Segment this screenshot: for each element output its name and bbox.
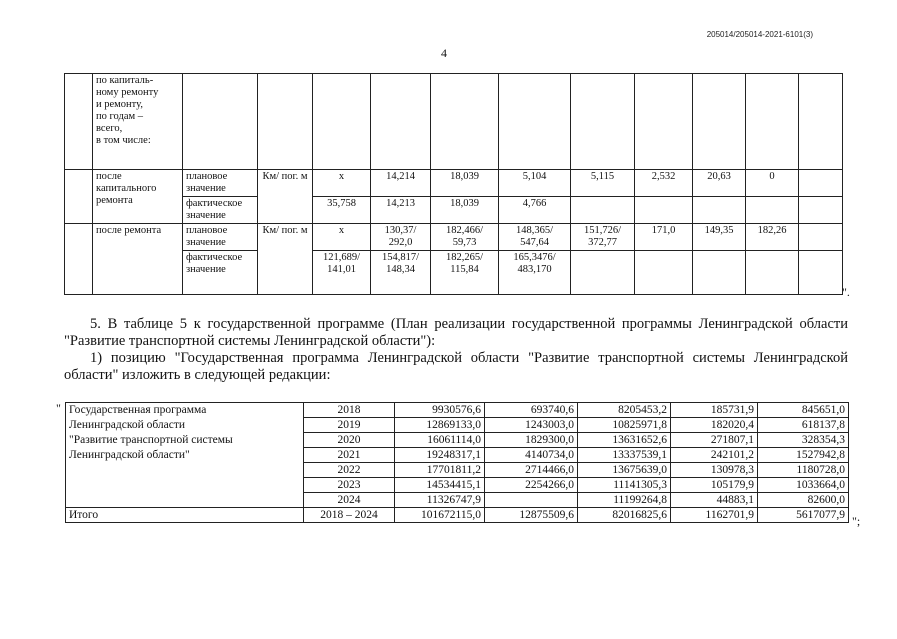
planned-label: плановое значение xyxy=(183,224,258,251)
value-cell: 5,115 xyxy=(571,170,635,197)
federal-cell: 1243003,0 xyxy=(485,418,578,433)
unit-cell: Км/ пог. м xyxy=(258,224,313,295)
regional-cell: 8205453,2 xyxy=(578,403,671,418)
value-cell: 18,039 xyxy=(431,170,499,197)
value-cell: 182,466/ 59,73 xyxy=(431,224,499,251)
value-cell: 130,37/ 292,0 xyxy=(371,224,431,251)
category-repair: после ремонта xyxy=(93,224,183,295)
actual-label: фактическое значение xyxy=(183,251,258,295)
value-cell: 151,726/ 372,77 xyxy=(571,224,635,251)
other-cell: 1180728,0 xyxy=(758,463,849,478)
federal-cell: 2254266,0 xyxy=(485,478,578,493)
federal-cell: 1829300,0 xyxy=(485,433,578,448)
value-cell: 20,63 xyxy=(693,170,746,197)
total-row xyxy=(66,508,849,523)
federal-cell xyxy=(485,493,578,508)
document-id: 205014/205014-2021-6101(3) xyxy=(706,30,813,39)
value-cell: 149,35 xyxy=(693,224,746,251)
actual-label: фактическое значение xyxy=(183,197,258,224)
regional-cell: 13675639,0 xyxy=(578,463,671,478)
total-cell: 19248317,1 xyxy=(395,448,485,463)
federal-cell: 4140734,0 xyxy=(485,448,578,463)
other-cell: 845651,0 xyxy=(758,403,849,418)
total-cell: 14534415,1 xyxy=(395,478,485,493)
value-cell: 2,532 xyxy=(635,170,693,197)
regional-cell: 10825971,8 xyxy=(578,418,671,433)
repair-indicators-table xyxy=(64,73,843,295)
regional-cell: 11141305,3 xyxy=(578,478,671,493)
other-cell: 618137,8 xyxy=(758,418,849,433)
total-cell: 12869133,0 xyxy=(395,418,485,433)
intro-label: по капиталь- ному ремонту и ремонту, по годам – всего, в том числе: xyxy=(93,74,183,170)
regional-cell: 11199264,8 xyxy=(578,493,671,508)
value-cell: 5,104 xyxy=(499,170,571,197)
year-cell: 2023 xyxy=(304,478,395,493)
value-cell: 121,689/ 141,01 xyxy=(313,251,371,295)
value-cell: 165,3476/ 483,170 xyxy=(499,251,571,295)
program-name-line: "Развитие транспортной системы xyxy=(66,433,304,448)
local-cell: 44883,1 xyxy=(671,493,758,508)
value-cell: 182,26 xyxy=(746,224,799,251)
value-cell: 148,365/ 547,64 xyxy=(499,224,571,251)
value-cell: х xyxy=(313,170,371,197)
empty-cell xyxy=(65,74,93,170)
local-cell: 182020,4 xyxy=(671,418,758,433)
federal-cell: 12875509,6 xyxy=(485,508,578,523)
value-cell: 182,265/ 115,84 xyxy=(431,251,499,295)
value-cell: 0 xyxy=(746,170,799,197)
total-cell: 9930576,6 xyxy=(395,403,485,418)
unit-cell: Км/ пог. м xyxy=(258,170,313,224)
paragraph-item-1: 1) позицию "Государственная программа Ленинградской области "Развитие транспортной системы Ленинградской области" изложить в следующей редакции: xyxy=(64,350,848,383)
program-name-line: Ленинградской области xyxy=(66,418,304,433)
program-name-line: Государственная программа xyxy=(66,403,304,418)
local-cell: 185731,9 xyxy=(671,403,758,418)
value-cell: 18,039 xyxy=(431,197,499,224)
value-cell: х xyxy=(313,224,371,251)
year-cell: 2024 xyxy=(304,493,395,508)
regional-cell: 13631652,6 xyxy=(578,433,671,448)
closing-quote-mark: ". xyxy=(842,285,850,299)
year-cell: 2020 xyxy=(304,433,395,448)
value-cell: 4,766 xyxy=(499,197,571,224)
total-label: Итого xyxy=(66,508,304,523)
federal-cell: 693740,6 xyxy=(485,403,578,418)
value-cell: 171,0 xyxy=(635,224,693,251)
page-number: 4 xyxy=(441,46,447,60)
value-cell: 154,817/ 148,34 xyxy=(371,251,431,295)
total-cell: 101672115,0 xyxy=(395,508,485,523)
year-cell: 2021 xyxy=(304,448,395,463)
planned-label: плановое значение xyxy=(183,170,258,197)
category-capital-repair: после капитального ремонта xyxy=(93,170,183,224)
year-cell: 2019 xyxy=(304,418,395,433)
program-funding-table xyxy=(65,402,849,523)
regional-cell: 82016825,6 xyxy=(578,508,671,523)
total-cell: 17701811,2 xyxy=(395,463,485,478)
paragraph-5: 5. В таблице 5 к государственной программе (План реализации государственной программы Ленинградской области "Развитие транспортной системы Ленинградской области"): xyxy=(64,316,848,349)
total-cell: 11326747,9 xyxy=(395,493,485,508)
year-range-cell: 2018 – 2024 xyxy=(304,508,395,523)
other-cell: 328354,3 xyxy=(758,433,849,448)
local-cell: 1162701,9 xyxy=(671,508,758,523)
total-cell: 16061114,0 xyxy=(395,433,485,448)
local-cell: 105179,9 xyxy=(671,478,758,493)
other-cell: 1033664,0 xyxy=(758,478,849,493)
federal-cell: 2714466,0 xyxy=(485,463,578,478)
program-name-line: Ленинградской области" xyxy=(66,448,304,463)
year-cell: 2022 xyxy=(304,463,395,478)
year-cell: 2018 xyxy=(304,403,395,418)
value-cell: 35,758 xyxy=(313,197,371,224)
other-cell: 5617077,9 xyxy=(758,508,849,523)
opening-quote-mark: " xyxy=(56,401,61,415)
local-cell: 242101,2 xyxy=(671,448,758,463)
regional-cell: 13337539,1 xyxy=(578,448,671,463)
other-cell: 82600,0 xyxy=(758,493,849,508)
value-cell: 14,213 xyxy=(371,197,431,224)
local-cell: 271807,1 xyxy=(671,433,758,448)
closing-quote-semicolon: "; xyxy=(852,514,861,528)
other-cell: 1527942,8 xyxy=(758,448,849,463)
value-cell: 14,214 xyxy=(371,170,431,197)
local-cell: 130978,3 xyxy=(671,463,758,478)
